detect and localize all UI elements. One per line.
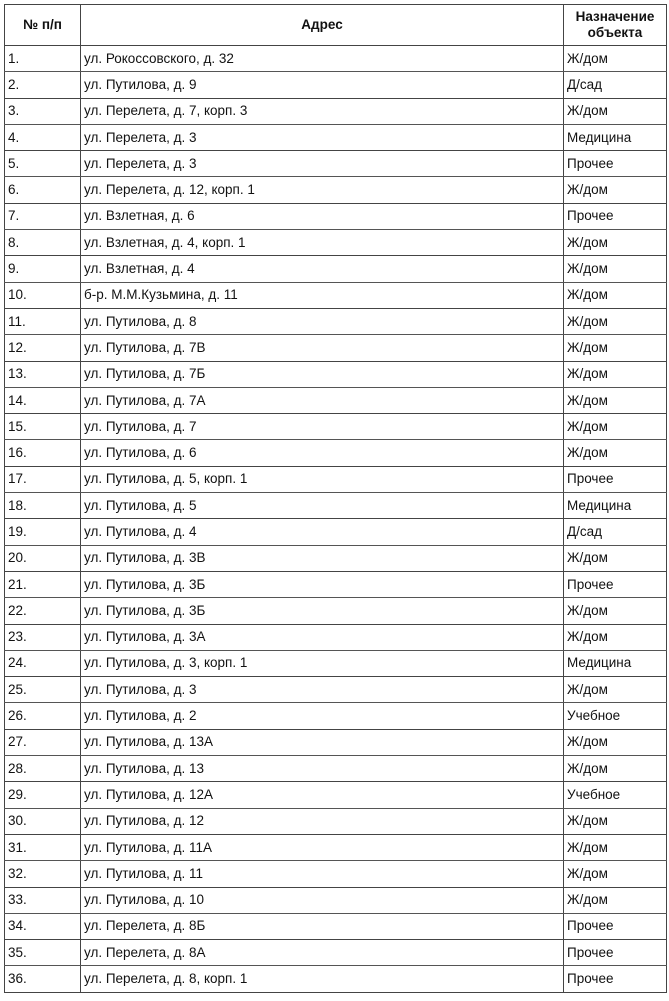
table-row — [5, 230, 667, 256]
row-purpose: Прочее — [564, 571, 667, 597]
table-row — [5, 756, 667, 782]
row-address: б-р. М.М.Кузьмина, д. 11 — [81, 282, 564, 308]
table-row — [5, 72, 667, 98]
table-row — [5, 861, 667, 887]
row-address: ул. Путилова, д. 11 — [81, 861, 564, 887]
row-address: ул. Путилова, д. 7 — [81, 414, 564, 440]
row-address: ул. Путилова, д. 2 — [81, 703, 564, 729]
row-number: 24. — [5, 650, 81, 676]
row-address: ул. Путилова, д. 13А — [81, 729, 564, 755]
row-address: ул. Путилова, д. 3А — [81, 624, 564, 650]
row-purpose: Прочее — [564, 466, 667, 492]
row-address: ул. Путилова, д. 13 — [81, 756, 564, 782]
row-purpose: Медицина — [564, 124, 667, 150]
table-row — [5, 834, 667, 860]
row-address: ул. Путилова, д. 7В — [81, 335, 564, 361]
table-row — [5, 545, 667, 571]
table-row — [5, 203, 667, 229]
row-address: ул. Путилова, д. 10 — [81, 887, 564, 913]
row-number: 14. — [5, 387, 81, 413]
row-purpose: Учебное — [564, 782, 667, 808]
row-address: ул. Путилова, д. 7А — [81, 387, 564, 413]
table-row — [5, 282, 667, 308]
row-number: 4. — [5, 124, 81, 150]
row-number: 18. — [5, 493, 81, 519]
row-address: ул. Путилова, д. 8 — [81, 308, 564, 334]
row-address: ул. Путилова, д. 5 — [81, 493, 564, 519]
table-row — [5, 782, 667, 808]
row-number: 33. — [5, 887, 81, 913]
row-address: ул. Путилова, д. 3Б — [81, 598, 564, 624]
row-purpose: Прочее — [564, 203, 667, 229]
row-address: ул. Путилова, д. 5, корп. 1 — [81, 466, 564, 492]
row-purpose: Ж/дом — [564, 756, 667, 782]
row-purpose: Ж/дом — [564, 98, 667, 124]
table-row — [5, 256, 667, 282]
row-purpose: Ж/дом — [564, 414, 667, 440]
table-row — [5, 519, 667, 545]
row-address: ул. Взлетная, д. 4 — [81, 256, 564, 282]
row-number: 15. — [5, 414, 81, 440]
table-row — [5, 887, 667, 913]
table-row — [5, 308, 667, 334]
row-number: 5. — [5, 151, 81, 177]
row-address: ул. Путилова, д. 3Б — [81, 571, 564, 597]
row-address: ул. Перелета, д. 8А — [81, 940, 564, 966]
table-row — [5, 335, 667, 361]
row-purpose: Прочее — [564, 913, 667, 939]
row-number: 28. — [5, 756, 81, 782]
row-number: 6. — [5, 177, 81, 203]
table-row — [5, 913, 667, 939]
table-row — [5, 966, 667, 992]
row-purpose: Ж/дом — [564, 598, 667, 624]
row-purpose: Ж/дом — [564, 230, 667, 256]
row-purpose: Учебное — [564, 703, 667, 729]
row-number: 34. — [5, 913, 81, 939]
table-row — [5, 151, 667, 177]
row-number: 19. — [5, 519, 81, 545]
row-purpose: Медицина — [564, 493, 667, 519]
table-row — [5, 598, 667, 624]
row-address: ул. Рокоссовского, д. 32 — [81, 46, 564, 72]
table-row — [5, 808, 667, 834]
row-purpose: Ж/дом — [564, 177, 667, 203]
row-number: 10. — [5, 282, 81, 308]
row-number: 20. — [5, 545, 81, 571]
row-number: 8. — [5, 230, 81, 256]
row-address: ул. Путилова, д. 6 — [81, 440, 564, 466]
row-number: 9. — [5, 256, 81, 282]
objects-table — [4, 4, 667, 993]
table-row — [5, 46, 667, 72]
row-number: 3. — [5, 98, 81, 124]
row-purpose: Ж/дом — [564, 387, 667, 413]
row-number: 23. — [5, 624, 81, 650]
row-number: 36. — [5, 966, 81, 992]
row-purpose: Ж/дом — [564, 308, 667, 334]
header-number: № п/п — [5, 5, 81, 46]
header-address: Адрес — [81, 5, 564, 46]
table-row — [5, 414, 667, 440]
row-number: 29. — [5, 782, 81, 808]
row-address: ул. Путилова, д. 11А — [81, 834, 564, 860]
row-number: 22. — [5, 598, 81, 624]
table-body — [5, 46, 667, 993]
table-row — [5, 940, 667, 966]
row-purpose: Прочее — [564, 966, 667, 992]
row-number: 32. — [5, 861, 81, 887]
row-number: 25. — [5, 677, 81, 703]
row-address: ул. Взлетная, д. 6 — [81, 203, 564, 229]
table-row — [5, 650, 667, 676]
table-header-row — [5, 5, 667, 46]
row-address: ул. Путилова, д. 7Б — [81, 361, 564, 387]
row-purpose: Ж/дом — [564, 361, 667, 387]
row-purpose: Ж/дом — [564, 282, 667, 308]
row-purpose: Прочее — [564, 151, 667, 177]
table-row — [5, 124, 667, 150]
row-purpose: Ж/дом — [564, 834, 667, 860]
row-purpose: Ж/дом — [564, 335, 667, 361]
table-row — [5, 571, 667, 597]
row-number: 26. — [5, 703, 81, 729]
row-address: ул. Путилова, д. 12А — [81, 782, 564, 808]
row-purpose: Ж/дом — [564, 440, 667, 466]
row-purpose: Д/сад — [564, 72, 667, 98]
table-row — [5, 387, 667, 413]
row-address: ул. Путилова, д. 12 — [81, 808, 564, 834]
row-address: ул. Путилова, д. 9 — [81, 72, 564, 98]
table-row — [5, 98, 667, 124]
row-address: ул. Перелета, д. 8Б — [81, 913, 564, 939]
row-number: 13. — [5, 361, 81, 387]
row-number: 12. — [5, 335, 81, 361]
row-address: ул. Перелета, д. 8, корп. 1 — [81, 966, 564, 992]
row-purpose: Ж/дом — [564, 887, 667, 913]
row-number: 16. — [5, 440, 81, 466]
table-row — [5, 703, 667, 729]
row-purpose: Прочее — [564, 940, 667, 966]
table-row — [5, 466, 667, 492]
header-purpose — [564, 5, 667, 46]
table-row — [5, 624, 667, 650]
row-address: ул. Перелета, д. 3 — [81, 124, 564, 150]
row-purpose: Ж/дом — [564, 729, 667, 755]
row-address: ул. Перелета, д. 12, корп. 1 — [81, 177, 564, 203]
row-purpose: Ж/дом — [564, 256, 667, 282]
row-number: 17. — [5, 466, 81, 492]
row-address: ул. Путилова, д. 3В — [81, 545, 564, 571]
row-purpose: Ж/дом — [564, 46, 667, 72]
row-number: 2. — [5, 72, 81, 98]
row-address: ул. Путилова, д. 3, корп. 1 — [81, 650, 564, 676]
row-number: 31. — [5, 834, 81, 860]
row-address: ул. Перелета, д. 7, корп. 3 — [81, 98, 564, 124]
row-address: ул. Перелета, д. 3 — [81, 151, 564, 177]
objects-table-container — [4, 4, 667, 993]
row-address: ул. Путилова, д. 3 — [81, 677, 564, 703]
table-row — [5, 177, 667, 203]
row-purpose: Ж/дом — [564, 624, 667, 650]
row-purpose: Медицина — [564, 650, 667, 676]
table-row — [5, 729, 667, 755]
row-address: ул. Путилова, д. 4 — [81, 519, 564, 545]
header-purpose-line2: объекта — [587, 25, 643, 40]
row-number: 35. — [5, 940, 81, 966]
row-number: 30. — [5, 808, 81, 834]
table-row — [5, 361, 667, 387]
row-number: 27. — [5, 729, 81, 755]
row-purpose: Д/сад — [564, 519, 667, 545]
table-row — [5, 440, 667, 466]
row-purpose: Ж/дом — [564, 677, 667, 703]
row-number: 7. — [5, 203, 81, 229]
row-address: ул. Взлетная, д. 4, корп. 1 — [81, 230, 564, 256]
row-purpose: Ж/дом — [564, 861, 667, 887]
row-purpose: Ж/дом — [564, 808, 667, 834]
row-number: 1. — [5, 46, 81, 72]
table-row — [5, 493, 667, 519]
table-row — [5, 677, 667, 703]
header-purpose-line1: Назначение — [575, 9, 655, 24]
row-number: 21. — [5, 571, 81, 597]
row-number: 11. — [5, 308, 81, 334]
row-purpose: Ж/дом — [564, 545, 667, 571]
